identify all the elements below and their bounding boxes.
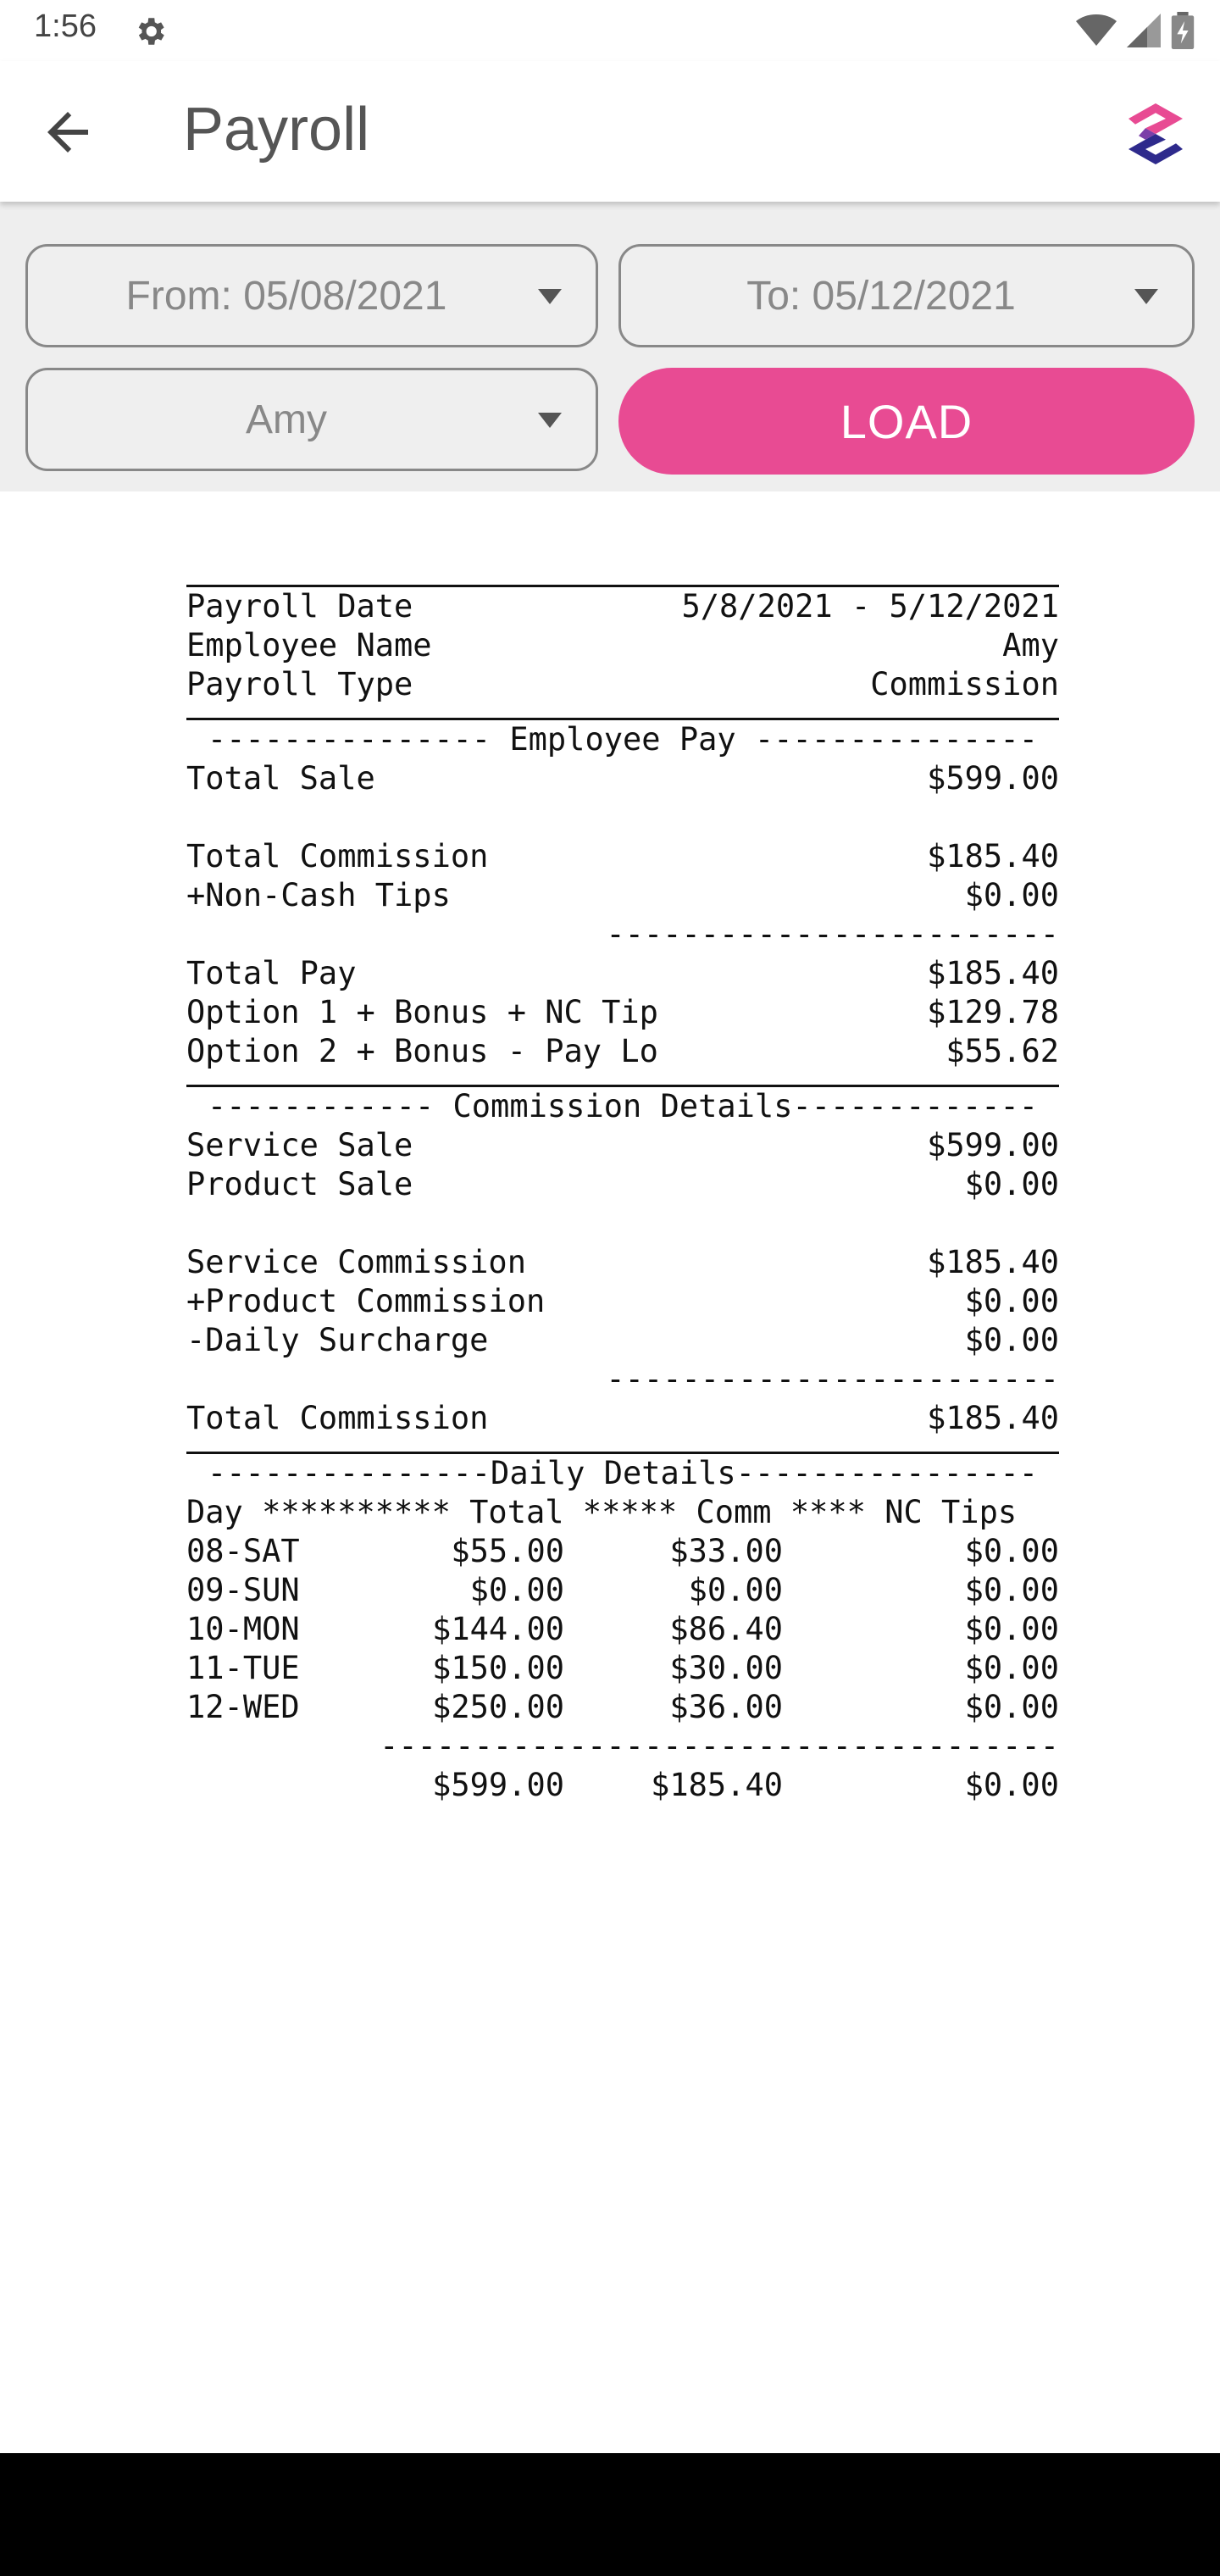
report-row [186,626,1059,665]
product-sale-label: Product Sale [186,1166,413,1202]
daily-nc-tips: $0.00 [964,1533,1059,1569]
total-commission-value: $185.40 [927,838,1059,874]
report-row [186,1282,1059,1321]
daily-total: $150.00 [432,1650,564,1686]
daily-divider: ------------------------------------ [380,1728,1059,1764]
option1-value: $129.78 [927,994,1059,1030]
daily-grand-nc-tips: $0.00 [964,1767,1059,1803]
battery-icon [1171,12,1195,49]
option1-label: Option 1 + Bonus + NC Tip [186,994,658,1030]
employee-dropdown[interactable] [25,368,598,471]
total-sale-label: Total Sale [186,760,375,797]
report-row [186,1165,1059,1204]
report-row [186,993,1059,1032]
daily-day: 10-MON [186,1611,300,1647]
daily-row [186,1610,1059,1649]
product-sale-value: $0.00 [964,1166,1059,1202]
gear-icon [132,14,168,49]
chevron-down-icon [538,413,562,428]
employee-label: Amy [246,397,327,442]
navigation-bar [0,2453,1220,2576]
from-date-dropdown[interactable] [25,244,598,347]
total-commission-label: Total Commission [186,838,489,874]
payroll-date-value: 5/8/2021 - 5/12/2021 [681,588,1059,625]
signal-icon [1127,14,1161,47]
employee-pay-title: --------------- Employee Pay --------------- [207,721,1039,758]
daily-nc-tips: $0.00 [964,1689,1059,1725]
daily-comm: $30.00 [669,1650,783,1686]
daily-surcharge-label: -Daily Surcharge [186,1322,489,1358]
brand-logo-icon [1122,100,1190,168]
wifi-icon [1076,14,1117,47]
daily-grand-total: $599.00 [432,1767,564,1803]
commission-details-title: ------------ Commission Details------------- [207,1088,1039,1124]
back-arrow-icon[interactable] [37,102,98,163]
chevron-down-icon [1134,289,1158,304]
report-row [186,1321,1059,1360]
daily-columns-header: Day ********** Total ***** Comm **** NC Tips [186,1494,1018,1530]
daily-row [186,1649,1059,1688]
payroll-date-label: Payroll Date [186,588,413,625]
daily-grand-comm: $185.40 [651,1767,783,1803]
total-sale-value: $599.00 [927,760,1059,797]
chevron-down-icon [538,289,562,304]
payroll-report [186,585,1059,1805]
product-commission-label: +Product Commission [186,1283,546,1319]
commission-total-value: $185.40 [927,1400,1059,1436]
employee-name-value: Amy [1002,627,1059,663]
report-row [186,837,1059,876]
report-row [186,1399,1059,1438]
daily-day: 12-WED [186,1689,300,1725]
from-date-label: From: 05/08/2021 [125,273,447,319]
daily-comm: $36.00 [669,1689,783,1725]
option2-label: Option 2 + Bonus - Pay Lo [186,1033,658,1069]
daily-nc-tips: $0.00 [964,1650,1059,1686]
daily-surcharge-value: $0.00 [964,1322,1059,1358]
daily-totals-row [186,1766,1059,1805]
service-commission-label: Service Commission [186,1244,526,1280]
total-pay-label: Total Pay [186,955,357,991]
report-row [186,1243,1059,1282]
app-bar [0,61,1220,202]
daily-row [186,1532,1059,1571]
daily-total: $250.00 [432,1689,564,1725]
subtotal-divider: ------------------------ [606,916,1059,952]
subtotal-divider: ------------------------ [606,1361,1059,1397]
report-row [186,954,1059,993]
daily-day: 08-SAT [186,1533,300,1569]
report-row [186,759,1059,798]
option2-value: $55.62 [946,1033,1059,1069]
daily-total: $0.00 [469,1572,564,1608]
report-row [186,1126,1059,1165]
status-bar [0,0,1220,61]
service-sale-value: $599.00 [927,1127,1059,1163]
non-cash-tips-label: +Non-Cash Tips [186,877,451,913]
service-sale-label: Service Sale [186,1127,413,1163]
report-row [186,587,1059,626]
daily-row [186,1688,1059,1727]
non-cash-tips-value: $0.00 [964,877,1059,913]
daily-row [186,1571,1059,1610]
total-pay-value: $185.40 [927,955,1059,991]
product-commission-value: $0.00 [964,1283,1059,1319]
daily-total: $55.00 [451,1533,564,1569]
to-date-dropdown[interactable] [618,244,1195,347]
commission-total-label: Total Commission [186,1400,489,1436]
daily-comm: $0.00 [688,1572,783,1608]
employee-name-label: Employee Name [186,627,432,663]
report-row [186,876,1059,915]
daily-details-title: ---------------Daily Details---------------- [207,1455,1039,1491]
to-date-label: To: 05/12/2021 [746,273,1016,319]
payroll-type-value: Commission [870,666,1059,702]
daily-nc-tips: $0.00 [964,1611,1059,1647]
filter-panel [0,202,1220,491]
daily-day: 11-TUE [186,1650,300,1686]
service-commission-value: $185.40 [927,1244,1059,1280]
load-button[interactable]: LOAD [618,368,1195,475]
report-row [186,665,1059,704]
status-time: 1:56 [34,8,97,44]
daily-nc-tips: $0.00 [964,1572,1059,1608]
daily-comm: $33.00 [669,1533,783,1569]
daily-comm: $86.40 [669,1611,783,1647]
page-title: Payroll [183,96,370,164]
payroll-type-label: Payroll Type [186,666,413,702]
daily-day: 09-SUN [186,1572,300,1608]
daily-total: $144.00 [432,1611,564,1647]
report-row [186,1032,1059,1071]
